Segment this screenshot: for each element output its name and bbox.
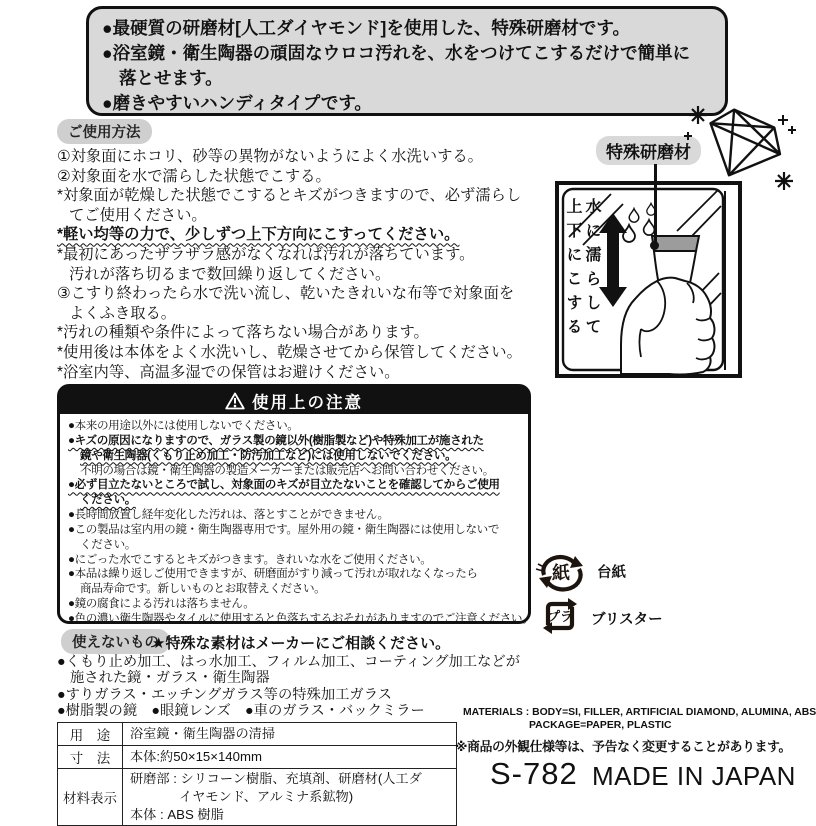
usage-section-badge: ご使用方法 bbox=[57, 119, 152, 144]
caption-column: 水に濡らして bbox=[583, 198, 600, 342]
caution-line-emphasized: 鏡や衛生陶器(くもり止め加工・防汚加工など)には使用しないでください。 bbox=[80, 448, 457, 462]
sparkle-icon bbox=[689, 106, 793, 190]
usage-line: 汚れが落ち切るまで数回繰り返してください。 bbox=[69, 265, 391, 283]
usage-line: ②対象面を水で濡らした状態でこする。 bbox=[57, 167, 331, 185]
unusable-item: ●すりガラス・エッチングガラス等の特殊加工ガラス bbox=[57, 686, 392, 703]
caution-title: 使用上の注意 bbox=[252, 393, 363, 412]
paper-mark-kanji: 紙 bbox=[552, 563, 570, 583]
table-row bbox=[58, 723, 457, 746]
caution-line-emphasized: ●必ず目立たないところで試し、対象面のキズが目立たないことを確認してからご使用 bbox=[68, 478, 500, 492]
unusable-item: ●樹脂製の鏡 ●眼鏡レンズ ●車のガラス・バックミラー bbox=[57, 703, 425, 720]
caution-line: ●色の濃い衛生陶器やタイルに使用すると色落ちするおそれがありますのでご注意ください。 bbox=[68, 611, 534, 625]
plastic-recycle-label: ブリスター bbox=[591, 612, 663, 628]
label-leader-line bbox=[654, 164, 657, 247]
materials-line: MATERIALS : BODY=SI, FILLER, ARTIFICIAL DIAMOND, ALUMINA, ABS bbox=[463, 707, 816, 718]
unusable-note: ★特殊な素材はメーカーにご相談ください。 bbox=[152, 635, 451, 652]
caution-line-emphasized: ●キズの原因になりますので、ガラス製の鏡以外(樹脂製など)や特殊加工が施された bbox=[68, 433, 484, 447]
caption-column: 上下にこする bbox=[564, 198, 581, 342]
disclaimer-note: ※商品の外観仕様等は、予告なく変更することがあります。 bbox=[455, 739, 792, 754]
unusable-list bbox=[57, 654, 520, 720]
usage-line: *最初にあったザラザラ感がなくなれば汚れが落ちています。 bbox=[57, 245, 475, 263]
spec-value-line: 研磨部 : シリコーン樹脂、充填剤、研磨材(人工ダ bbox=[130, 771, 422, 786]
made-in-label: MADE IN JAPAN bbox=[592, 761, 796, 791]
caution-line: ●本来の用途以外には使用しないでください。 bbox=[68, 419, 299, 432]
caution-line: ●本品は繰り返しご使用できますが、研磨面がすり減って汚れが取れなくなったら bbox=[68, 567, 478, 581]
spec-label: 寸 法 bbox=[58, 746, 123, 769]
usage-line: *浴室内等、高温多湿での保管はお避けください。 bbox=[57, 363, 400, 381]
caution-line: 商品寿命です。新しいものとお取替えください。 bbox=[80, 582, 326, 596]
abrasive-pad bbox=[652, 236, 699, 251]
usage-line-emphasized: *軽い均等の力で、少しずつ上下方向にこすってください。 bbox=[57, 226, 460, 244]
materials-note bbox=[463, 706, 816, 732]
plastic-mark-text: プラ bbox=[546, 609, 574, 624]
plastic-recycle-icon bbox=[539, 595, 581, 637]
spec-label: 材料表示 bbox=[58, 769, 123, 826]
usage-line: よくふき取る。 bbox=[69, 304, 177, 322]
table-row bbox=[58, 746, 457, 769]
table-row bbox=[58, 769, 457, 826]
special-abrasive-label: 特殊研磨材 bbox=[596, 136, 701, 165]
spec-value-line: イヤモンド、アルミナ系鉱物) bbox=[179, 789, 354, 804]
feature-line: ●浴室鏡・衛生陶器の頑固なウロコ汚れを、水をつけてこするだけで簡単に bbox=[102, 43, 691, 63]
features-box bbox=[86, 6, 728, 116]
spec-value bbox=[123, 769, 457, 826]
caution-line: ●にごった水でこするとキズがつきます。きれいな水をご使用ください。 bbox=[68, 552, 432, 566]
usage-line: ①対象面にホコリ、砂等の異物がないようによく水洗いする。 bbox=[57, 148, 483, 165]
caution-line: ●この製品は室内用の鏡・衛生陶器専用です。屋外用の鏡・衛生陶器には使用しないで bbox=[68, 522, 500, 536]
spec-value-line: 本体:約50×15×140mm bbox=[130, 749, 262, 764]
paper-recycle-icon bbox=[536, 551, 586, 593]
usage-line: *汚れの種類や条件によって落ちない場合があります。 bbox=[57, 324, 429, 342]
usage-line: *使用後は本体をよく水洗いし、乾燥させてから保管してください。 bbox=[57, 343, 522, 361]
spec-value bbox=[123, 746, 457, 769]
label-leader-dot bbox=[650, 241, 659, 250]
spec-table bbox=[57, 722, 457, 826]
model-number: S-782 bbox=[490, 756, 578, 791]
usage-line: てご使用ください。 bbox=[69, 206, 207, 224]
unusable-item: ●くもり止め加工、はっ水加工、フィルム加工、コーティング加工などが bbox=[57, 654, 520, 670]
caution-line: ●長時間放置し経年変化した汚れは、落とすことができません。 bbox=[68, 508, 389, 522]
caution-line: 不明の場合は鏡・衛生陶器の製造メーカーまたは販売店へお問い合わせください。 bbox=[80, 463, 494, 477]
spec-value bbox=[123, 723, 457, 746]
caution-header bbox=[60, 387, 528, 414]
unusable-section-badge: 使えないもの bbox=[61, 629, 170, 654]
usage-line: ③こすり終わったら水で洗い流し、乾いたきれいな布等で対象面を bbox=[57, 285, 515, 303]
spec-value-line: 本体 : ABS 樹脂 bbox=[130, 807, 224, 822]
usage-instructions bbox=[57, 147, 573, 382]
caution-line: ●鏡の腐食による汚れは落ちません。 bbox=[68, 597, 255, 611]
paper-recycle-label: 台紙 bbox=[597, 565, 626, 581]
illustration-caption bbox=[563, 198, 601, 358]
warning-triangle-icon bbox=[225, 392, 245, 410]
usage-line: *対象面が乾燥した状態でこするとキズがつきますので、必ず濡らし bbox=[57, 187, 522, 205]
feature-line: ●磨きやすいハンディタイプです。 bbox=[102, 93, 372, 113]
caution-content bbox=[60, 414, 534, 627]
feature-line: 落とせます。 bbox=[119, 68, 223, 88]
unusable-item: 施された鏡・ガラス・衛生陶器 bbox=[70, 670, 270, 687]
feature-line: ●最硬質の研磨材[人工ダイヤモンド]を使用した、特殊研磨材です。 bbox=[102, 18, 630, 38]
caution-box bbox=[57, 384, 534, 625]
materials-line: PACKAGE=PAPER, PLASTIC bbox=[529, 720, 672, 731]
caution-line: ください。 bbox=[80, 537, 136, 551]
caution-line-emphasized: ください。 bbox=[80, 493, 136, 507]
spec-label: 用 途 bbox=[58, 723, 123, 746]
spec-value-line: 浴室鏡・衛生陶器の清掃 bbox=[130, 726, 276, 741]
